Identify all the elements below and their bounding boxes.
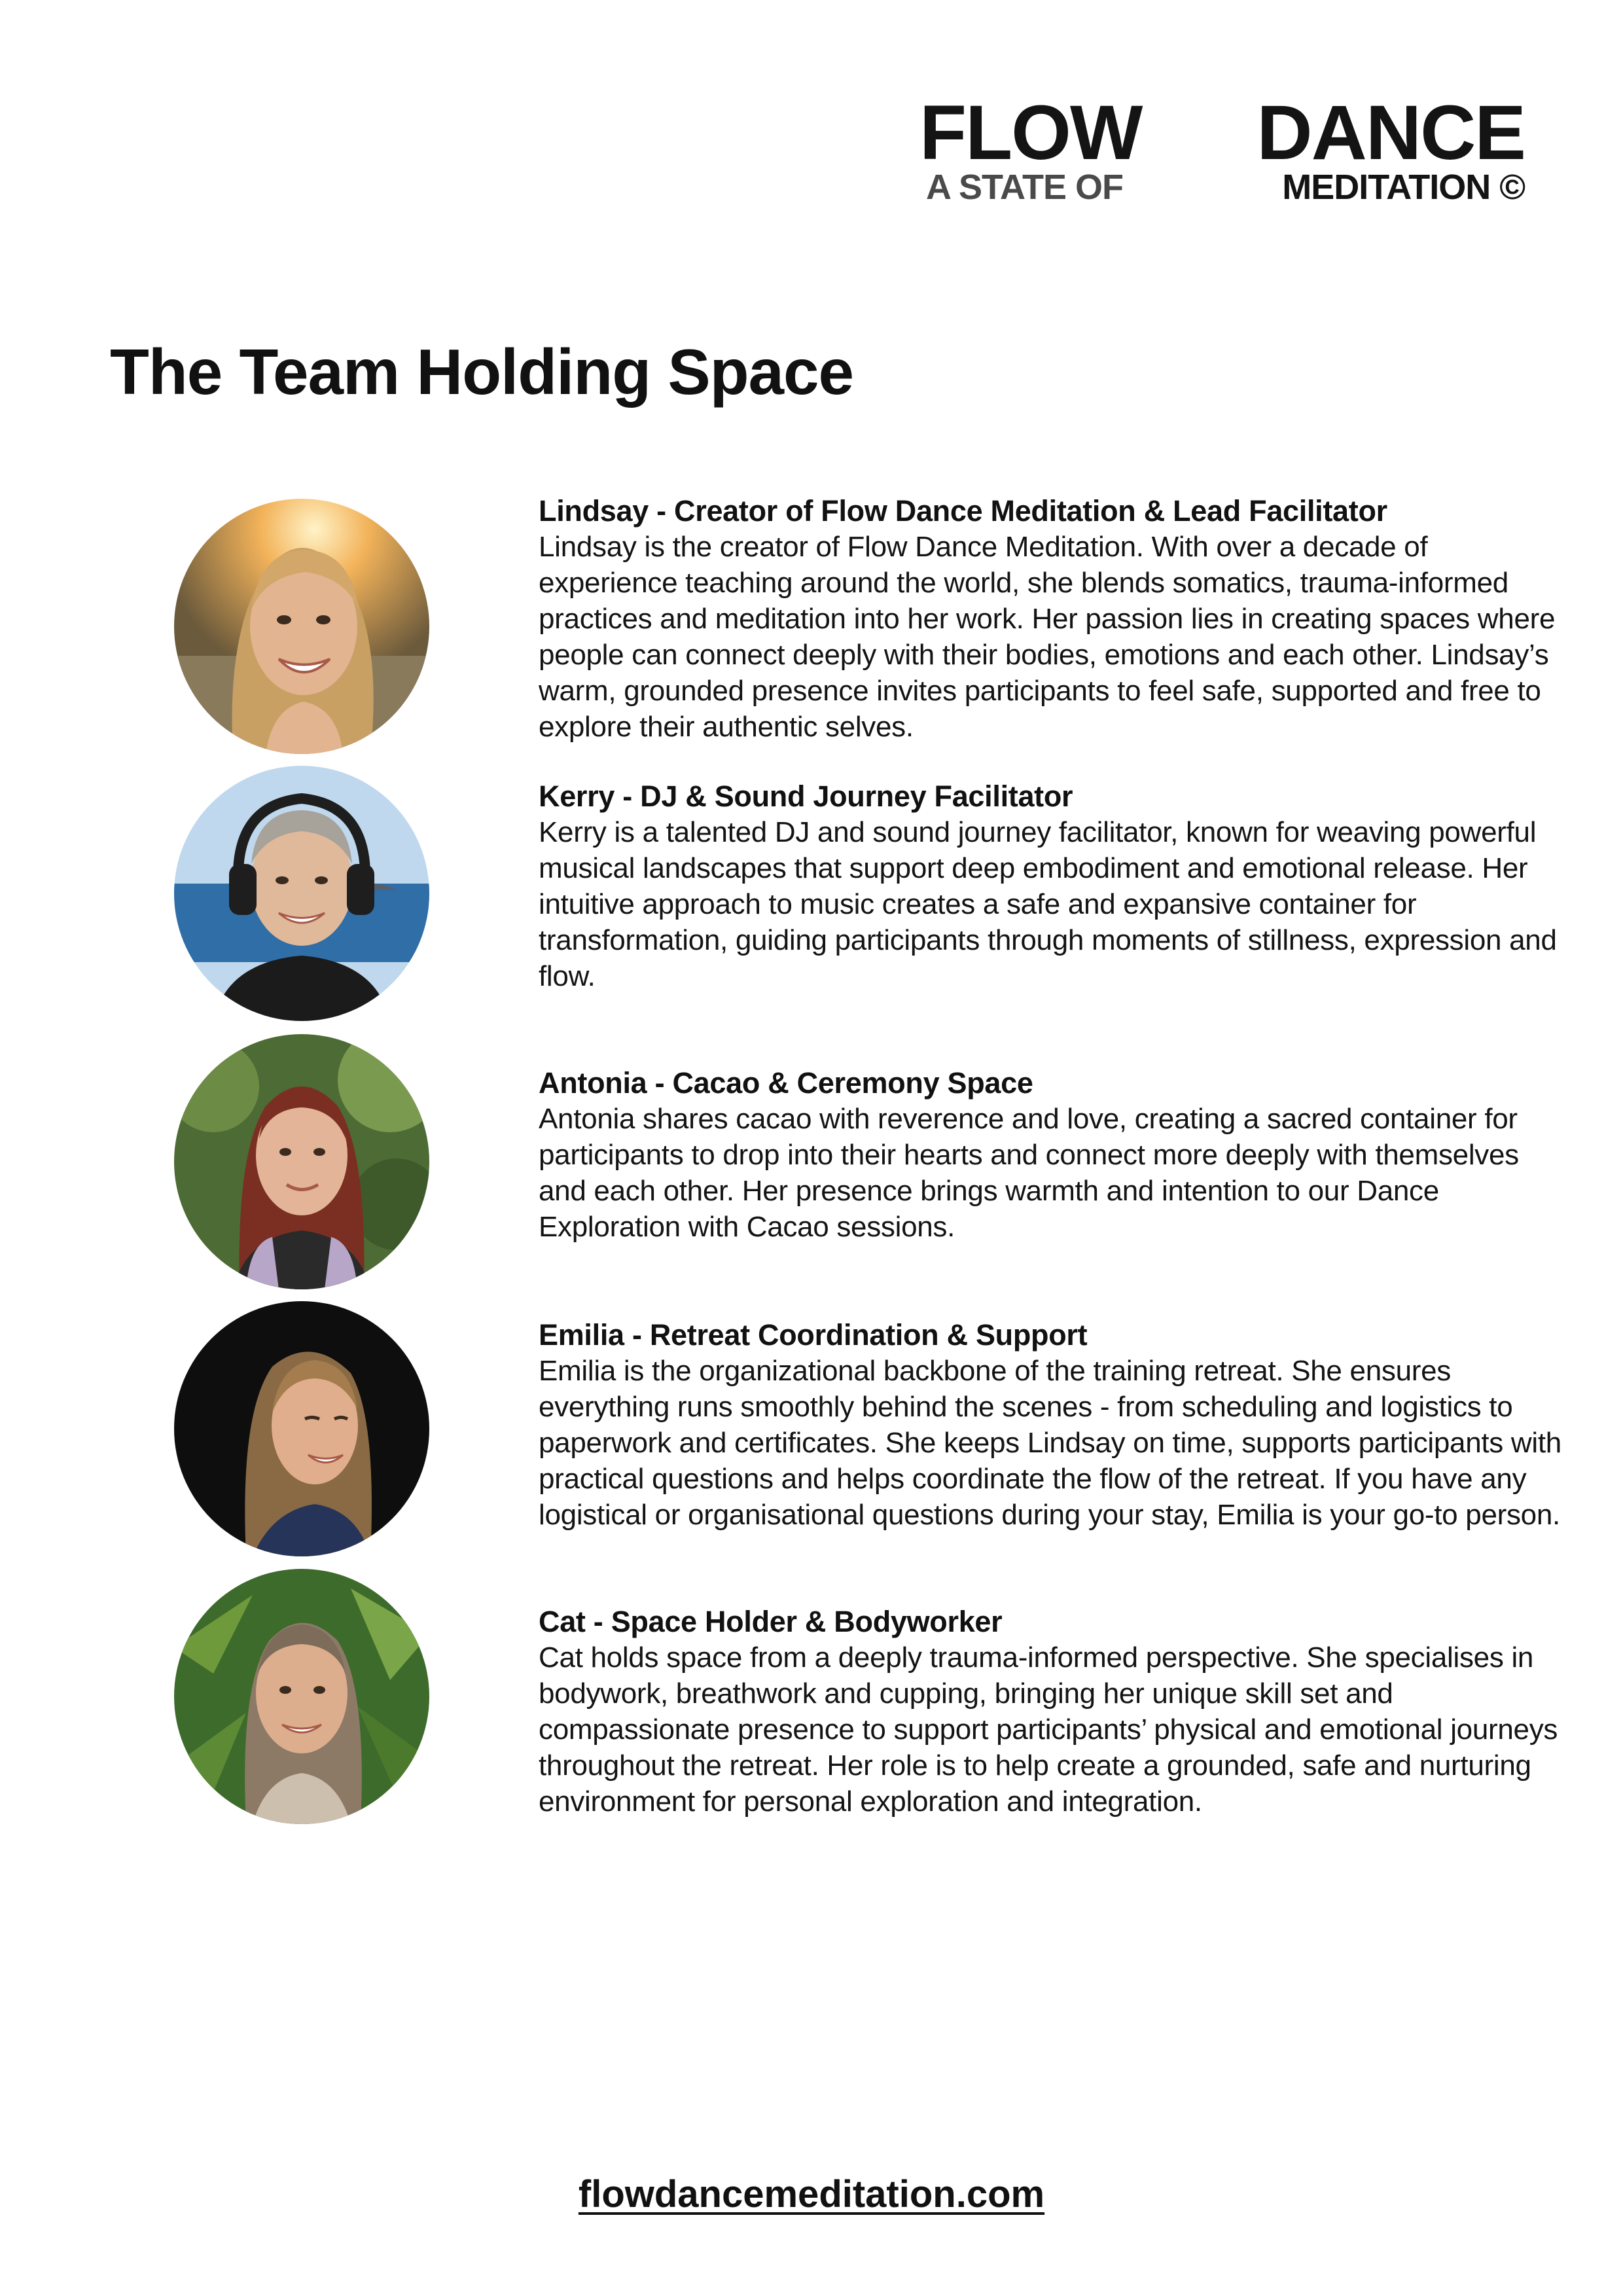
member-bio: Lindsay is the creator of Flow Dance Meditation. With over a decade of experience teaching around the world, she blends somatics, trauma-informed practices and meditation into her work. Her passion lies in creating spaces where people can connect deeply with their bodies, emotions and each other. Lindsay’s warm, grounded presence invites participants to feel safe, supported and free to explore their authentic selves. [539,531,1556,743]
member-name: Antonia - Cacao & Ceremony Space [539,1066,1033,1100]
page-title: The Team Holding Space [110,336,854,408]
logo-tagline-left: A STATE OF [926,168,1123,207]
portrait-image [174,499,429,754]
member-bio: Antonia shares cacao with reverence and love, creating a sacred container for participants to drop into their hearts and connect more deeply with themselves and each other. Her presence brings warmth and intention to our Dance Exploration with Cacao sessions. [539,1103,1519,1243]
avatar-photo [174,1034,429,1289]
member-name: Lindsay - Creator of Flow Dance Meditation & Lead Facilitator [539,494,1387,528]
brand-logo [919,90,1525,209]
member-name: Emilia - Retreat Coordination & Support [539,1318,1088,1352]
logo-tagline-right: MEDITATION © [1282,168,1525,207]
website-link[interactable]: flowdancemeditation.com [578,2173,1045,2215]
portrait-image [174,1034,429,1289]
avatar-photo [174,1301,429,1556]
logo-word-flow: FLOW [919,90,1142,176]
avatar-photo [174,1569,429,1824]
member-name: Kerry - DJ & Sound Journey Facilitator [539,780,1073,813]
logo-word-dance: DANCE [1257,90,1525,176]
avatar-photo [174,499,429,754]
member-name: Cat - Space Holder & Bodyworker [539,1605,1003,1638]
member-bio: Kerry is a talented DJ and sound journey facilitator, known for weaving powerful musical landscapes that support deep embodiment and emotional release. Her intuitive approach to music creates a safe and expansive container for transformation, guiding participants through moments of stillness, expression and flow. [539,816,1557,992]
member-bio: Cat holds space from a deeply trauma-informed perspective. She specialises in bodywork, breathwork and cupping, bringing her unique skill set and compassionate presence to support participants’ physical and emotional journeys throughout the retreat. Her role is to help create a grounded, safe and nurturing environment for personal exploration and integration. [539,1641,1558,1818]
portrait-image [174,1569,429,1824]
portrait-image [174,766,429,1021]
avatar-photo [174,766,429,1021]
member-bio: Emilia is the organizational backbone of the training retreat. She ensures everything runs smoothly behind the scenes - from scheduling and logistics to paperwork and certificates. She keeps Lindsay on time, supports participants with practical questions and helps coordinate the flow of the retreat. If you have any logistical or organisational questions during your stay, Emilia is your go-to person. [539,1355,1561,1531]
portrait-image [174,1301,429,1556]
